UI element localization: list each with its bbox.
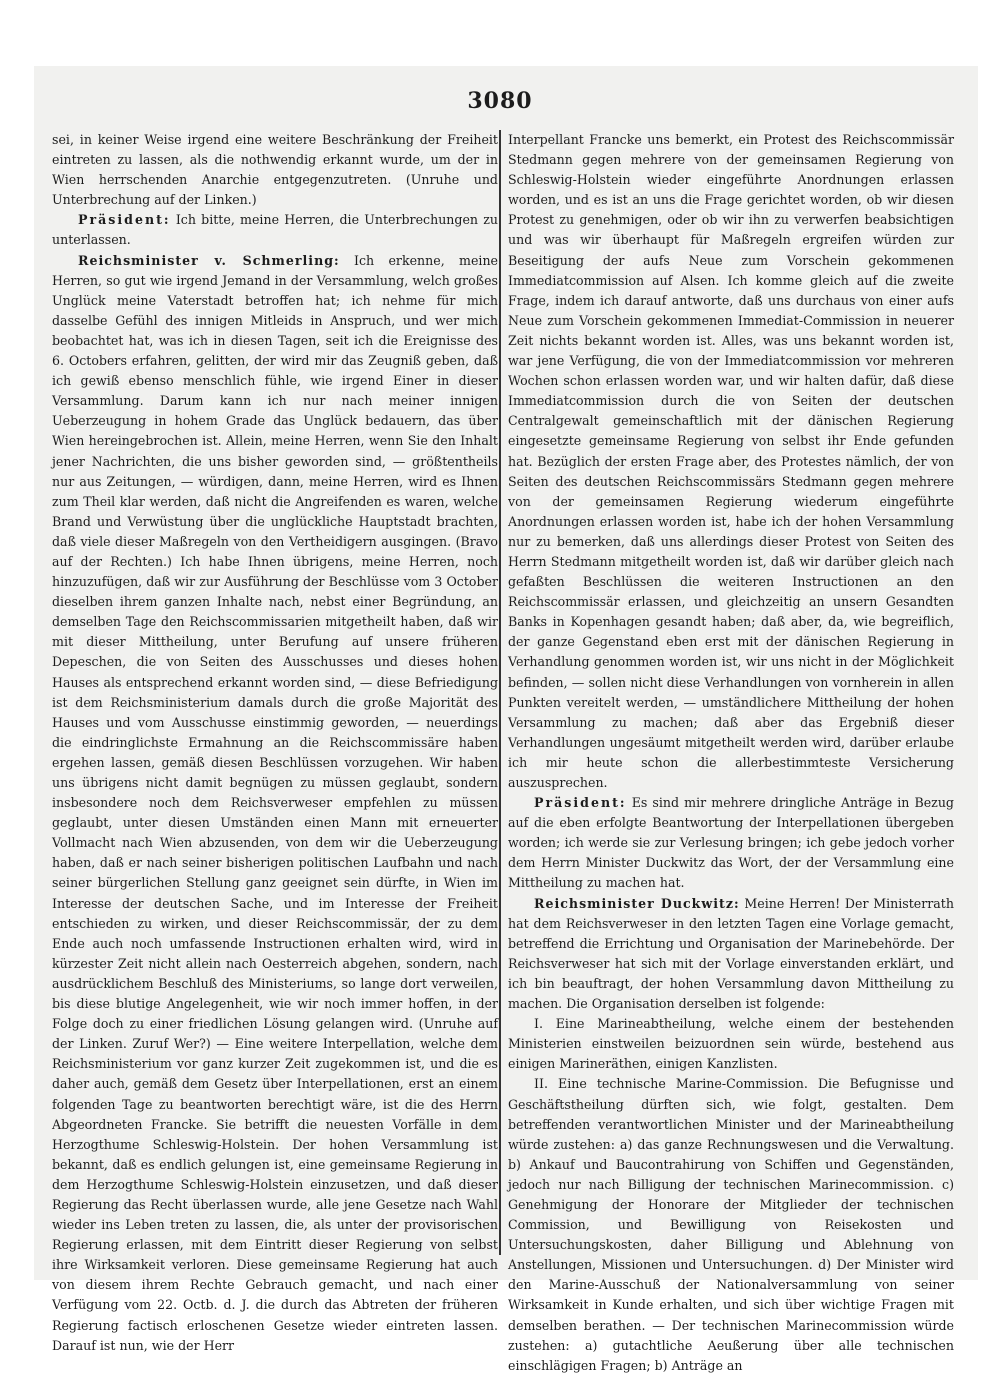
paragraph-text: Interpellant Francke uns bemerkt, ein Protest des Reichscommissär Stedmann gegen mehrere von der gemeinsamen Regierung von Schleswig-Holstein wieder eingeführte Anordnungen erlassen worden, und es ist an uns die Frage gerichtet worden, ob wir diesen Protest zu genehmigen, oder ob wir ihn zu verwerfen beabsichtigen und was wir überhaupt für Maßregeln ergreifen würden zur Beseitigung der aufs Neue zum Vorschein gekommenen Immediatcommission auf Alsen. Ich komme gleich auf die zweite Frage, indem ich darauf antworte, daß uns durchaus von einer aufs Neue zum Vorschein gekommenen Immediat-Commission in neuerer Zeit nichts bekannt worden ist. Alles, was uns bekannt worden ist, war jene Verfügung, die von der Immediatcommission vor mehreren Wochen schon erlassen worden war, und wir halten dafür, daß diese Immediatcommission durch die von Seiten der deutschen Centralgewalt gemeinschaftlich mit der dänischen Regierung eingesetzte gemeinsame Regierung von selbst ihr Ende gefunden hat. Bezüglich der ersten Frage aber, des Protestes nämlich, der von Seiten des deutschen Reichscommissärs Stedmann gegen mehrere von der gemeinsamen Regierung wiederum eingeführte Anordnungen erlassen worden ist, habe ich der hohen Versammlung nur zu bemerken, daß uns allerdings dieser Protest von Seiten des Herrn Stedmann mitgetheilt worden ist, daß wir darüber gleich nach gefaßten Beschlüssen die weiteren Instructionen an den Reichscommissär erlassen, und gleichzeitig an unsern Gesandten Banks in Kopenhagen gesandt haben; daß aber, da, wie begreiflich, der ganze Gegenstand eben erst mit der dänischen Regierung in Verhandlung genommen worden ist, wir uns nicht in der Möglichkeit befinden, — sollen nicht diese Verhandlungen von vornherein in allen Punkten vereitelt werden, — umständlichere Mittheilung der hohen Versammlung zu machen; daß aber das Ergebniß dieser Verhandlungen ungesäumt mitgetheilt werden wird, darüber erlaube ich mir heute schon die allerbestimmteste Versicherung auszusprechen. [508, 132, 954, 790]
speech-text: Meine Herren! Der Ministerrath hat dem Reichsverweser in den letzten Tagen eine Vorlage gemacht, betreffend die Errichtung und Organisation der Marinebehörde. Der Reichsverweser hat sich mit der Vorlage einverstanden erklärt, und ich bin beauftragt, der hohen Versammlung davon Mittheilung zu machen. Die Organisation derselben ist folgende: [508, 895, 954, 1012]
speech-text: Ich erkenne, meine Herren, so gut wie irgend Jemand in der Versammlung, welch großes Unglück meine Vaterstadt betroffen hat; ich nehme für mich dasselbe Gefühl des innigen Mitleids in Anspruch, und wer mich beobachtet hat, was ich in diesen Tagen, seit ich die Ereignisse des 6. Octobers erfahren, gelitten, der wird mir das Zeugniß geben, daß ich gewiß ebenso menschlich fühle, wie irgend Einer in dieser Versammlung. Darum kann ich nur nach meiner innigen Ueberzeugung in hohem Grade das Unglück bedauern, das über Wien hereingebrochen ist. Allein, meine Herren, wenn Sie den Inhalt jener Nachrichten, die uns bisher geworden sind, — größtentheils nur aus Zeitungen, — würdigen, dann, meine Herren, wird es Ihnen zum Theil klar werden, daß nicht die Angreifenden es waren, welche Brand und Verwüstung über die unglückliche Hauptstadt brachten, daß viele dieser Maßregeln von den Vertheidigern ausgingen. (Bravo auf der Rechten.) Ich habe Ihnen übrigens, meine Herren, noch hinzuzufügen, daß wir zur Ausführung der Beschlüsse vom 3 October dieselben ihrem ganzen Inhalte nach, nebst einer Begründung, an demselben Tage den Reichscommissarien mitgetheilt haben, daß wir mit dieser Mittheilung, unter Berufung auf unsere früheren Depeschen, die von Seiten des Ausschusses und dieses hohen Hauses als entsprechend erkannt worden sind, — diese Befriedigung ist dem Reichsministerium damals durch die große Majorität des Hauses und vom Ausschusse einstimmig geworden, — neuerdings die eindringlichste Ermahnung an die Reichscommissäre haben ergehen lassen, gemäß diesen Beschlüssen vorzugehen. Wir haben uns übrigens nicht damit begnügen zu müssen geglaubt, sondern insbesondere noch dem Reichsverweser empfehlen zu müssen geglaubt, unter diesen Umständen einen Mann mit erneuerter Vollmacht nach Wien abzusenden, von dem wir die Ueberzeugung haben, daß er nach seiner bisherigen politischen Laufbahn und nach seiner bürgerlichen Stellung ganz geeignet sein dürfte, in Wien im Interesse der deutschen Sache, und im Interesse der Freiheit entschieden zu wirken, und dieser Reichscommissär, der zu dem Ende auch noch umfassende Instructionen erhalten wird, wird in kürzester Zeit nicht allein nach Oesterreich abgehen, sondern, nach ausdrücklichem Beschluß des Ministeriums, so lange dort verweilen, bis diese blutige Angelegenheit, wie wir noch immer hoffen, in der Folge doch zu einer friedlichen Lösung gelangen wird. (Unruhe auf der Linken. Zuruf Wer?) — Eine weitere Interpellation, welche dem Reichsministerium vor ganz kurzer Zeit zugekommen ist, und die es daher auch, gemäß dem Gesetz über Interpellationen, erst an einem folgenden Tage zu beantworten berechtigt wäre, ist die des Herrn Abgeordneten Francke. Sie betrifft die neuesten Vorfälle in dem Herzogthume Schleswig-Holstein. Der hohen Versammlung ist bekannt, daß es endlich gelungen ist, eine gemeinsame Regierung in dem Herzogthume Schleswig-Holstein einzusetzen, und daß dieser Regierung das Recht überlassen wurde, alle jene Gesetze nach Wahl wieder ins Leben treten zu lassen, die, als unter der provisorischen Regierung erlassen, mit dem Eintritt dieser Regierung von selbst ihre Wirksamkeit verloren. Diese gemeinsame Regierung hat auch von diesem ihrem Rechte Gebrauch gemacht, und nach einer Verfügung vom 22. Octb. d. J. die durch das Abtreten der früheren Regierung factisch erloschenen Gesetze wieder eintreten lassen. Darauf ist nun, wie der Herr [52, 252, 499, 1353]
speaker-name: Reichsminister v. Schmerling: [78, 252, 340, 268]
speech [52, 210, 498, 250]
speech [52, 251, 498, 1356]
list-item-text: I. Eine Marineabtheilung, welche einem der bestehenden Ministerien einstweilen beizuordnen sein würde, bestehend aus einigen Marineräthen, einigen Kanzlisten. [508, 1016, 954, 1072]
speech [508, 793, 954, 893]
speech [508, 894, 954, 1015]
speaker-name: Reichsminister Duckwitz: [534, 895, 740, 911]
speaker-name: Präsident: [78, 212, 171, 228]
paragraph [52, 130, 498, 210]
list-item [508, 1014, 954, 1074]
speech-text: Ich bitte, meine Herren, die Unterbrechungen zu unterlassen. [52, 212, 498, 248]
column-divider [499, 130, 501, 1255]
paragraph [508, 130, 954, 793]
paragraph-text: sei, in keiner Weise irgend eine weitere Beschränkung der Freiheit eintreten zu lassen, als die nothwendig erkannt wurde, um der in Wien herrschenden Anarchie entgegenzutreten. (Unruhe und Unterbrechung auf der Linken.) [52, 132, 498, 208]
page-number: 3080 [467, 88, 533, 114]
left-column [52, 130, 499, 1353]
right-column [508, 130, 954, 1373]
speech-text: Es sind mir mehrere dringliche Anträge in Bezug auf die eben erfolgte Beantwortung der Interpellationen übergeben worden; ich werde sie zur Verlesung bringen; ich gebe jedoch vorher dem Herrn Minister Duckwitz das Wort, der der Versammlung eine Mittheilung zu machen hat. [508, 795, 954, 891]
list-item-text: II. Eine technische Marine-Commission. Die Befugnisse und Geschäftstheilung dürften sich, wie folgt, gestalten. Dem betreffenden verantwortlichen Minister und der Marineabtheilung würde zustehen: a) das ganze Rechnungswesen und die Verwaltung. b) Ankauf und Baucontrahirung von Schiffen und Gegenständen, jedoch nur nach Billigung der technischen Marinecommission. c) Genehmigung der Honorare der Mitglieder der technischen Commission, und Bewilligung von Reisekosten und Untersuchungskosten, daher Billigung und Ablehnung von Anstellungen, Missionen und Untersuchungen. d) Der Minister wird den Marine-Ausschuß der Nationalversammlung von seiner Wirksamkeit in Kunde erhalten, und sich über wichtige Fragen mit demselben berathen. — Der technischen Marinecommission würde zustehen: a) gutachtliche Aeußerung über alle technischen einschlägigen Fragen; b) Anträge an [508, 1076, 954, 1373]
list-item [508, 1074, 954, 1375]
speaker-name: Präsident: [534, 795, 627, 811]
